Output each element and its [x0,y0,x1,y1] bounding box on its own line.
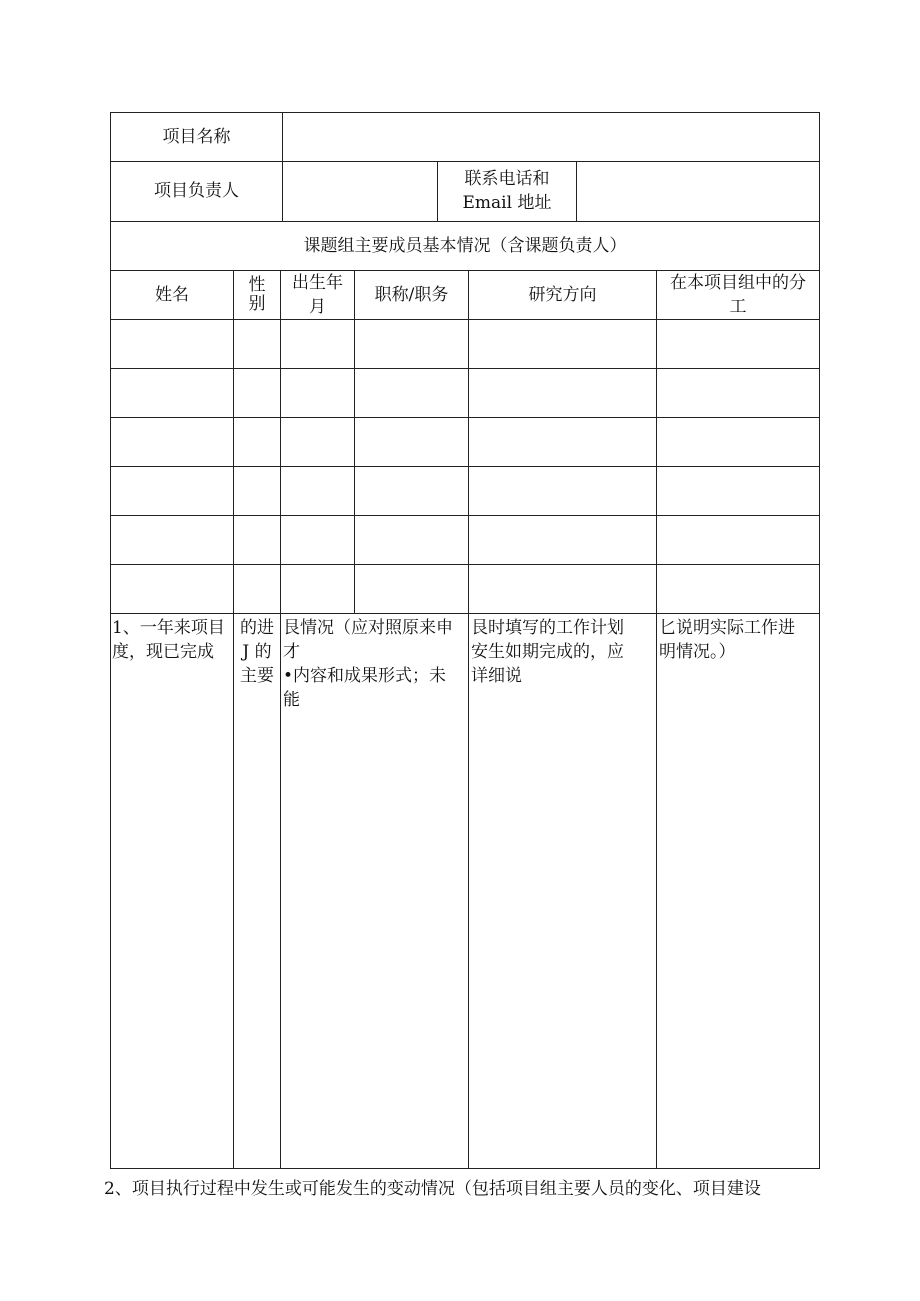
column-header-birth-line1: 出生年 [292,272,343,293]
column-header-gender-line1: 性 [248,274,266,295]
progress-text-col5 [657,614,819,1168]
progress-line: 主要 [240,666,274,686]
member-row[interactable] [111,368,819,417]
member-row[interactable] [111,417,819,466]
column-header-gender [234,270,280,319]
column-header-name: 姓名 [155,284,189,305]
column-header-role-line2: 工 [729,296,747,317]
member-row[interactable] [111,466,819,515]
progress-line: 度，现已完成 [112,642,214,662]
contact-field[interactable] [577,161,819,221]
column-header-role [657,270,819,319]
column-header-research: 研究方向 [528,284,597,305]
contact-label [438,161,576,221]
progress-text-col1 [111,614,233,1168]
progress-line: 安生如期完成的，应 [471,642,624,662]
progress-line: 匕说明实际工作进 [659,618,795,638]
column-header-birth [281,270,354,319]
member-row[interactable] [111,564,819,613]
progress-text-col4 [469,614,656,1168]
progress-line: 艮情况（应对照原来申 [283,618,453,638]
column-header-gender-line2: 别 [248,293,266,314]
column-header-role-line1: 在本项目组中的分 [670,272,806,293]
progress-line: 能 [283,690,300,710]
member-row[interactable] [111,515,819,564]
column-header-birth-line2: 月 [309,296,326,317]
section-title: 课题组主要成员基本情况（含课题负责人） [303,235,627,256]
member-row[interactable] [111,319,819,368]
contact-label-line2: Email 地址 [462,193,552,213]
progress-text-col3 [281,614,468,1168]
progress-line: 明情况。） [659,642,736,662]
project-name-field[interactable] [283,113,819,161]
progress-line: •内容和成果形式；未 [283,666,447,686]
progress-text-col2 [234,614,280,1168]
progress-line: J 的 [242,642,272,662]
item-2-text: 2、项目执行过程中发生或可能发生的变动情况（包括项目组主要人员的变化、项目建设 [104,1179,761,1199]
progress-line: 1、一年来项目 [112,618,225,638]
progress-line: 才 [283,642,300,662]
project-name-label: 项目名称 [162,127,231,147]
progress-line: 艮时填写的工作计划 [471,618,624,638]
project-leader-field[interactable] [283,161,437,221]
contact-label-line1: 联系电话和 [464,169,550,189]
column-header-title: 职称/职务 [374,284,449,305]
project-leader-label: 项目负责人 [154,181,239,201]
progress-line: 的进 [240,618,274,638]
progress-line: 详细说 [471,666,522,686]
report-form-table [110,112,820,1169]
